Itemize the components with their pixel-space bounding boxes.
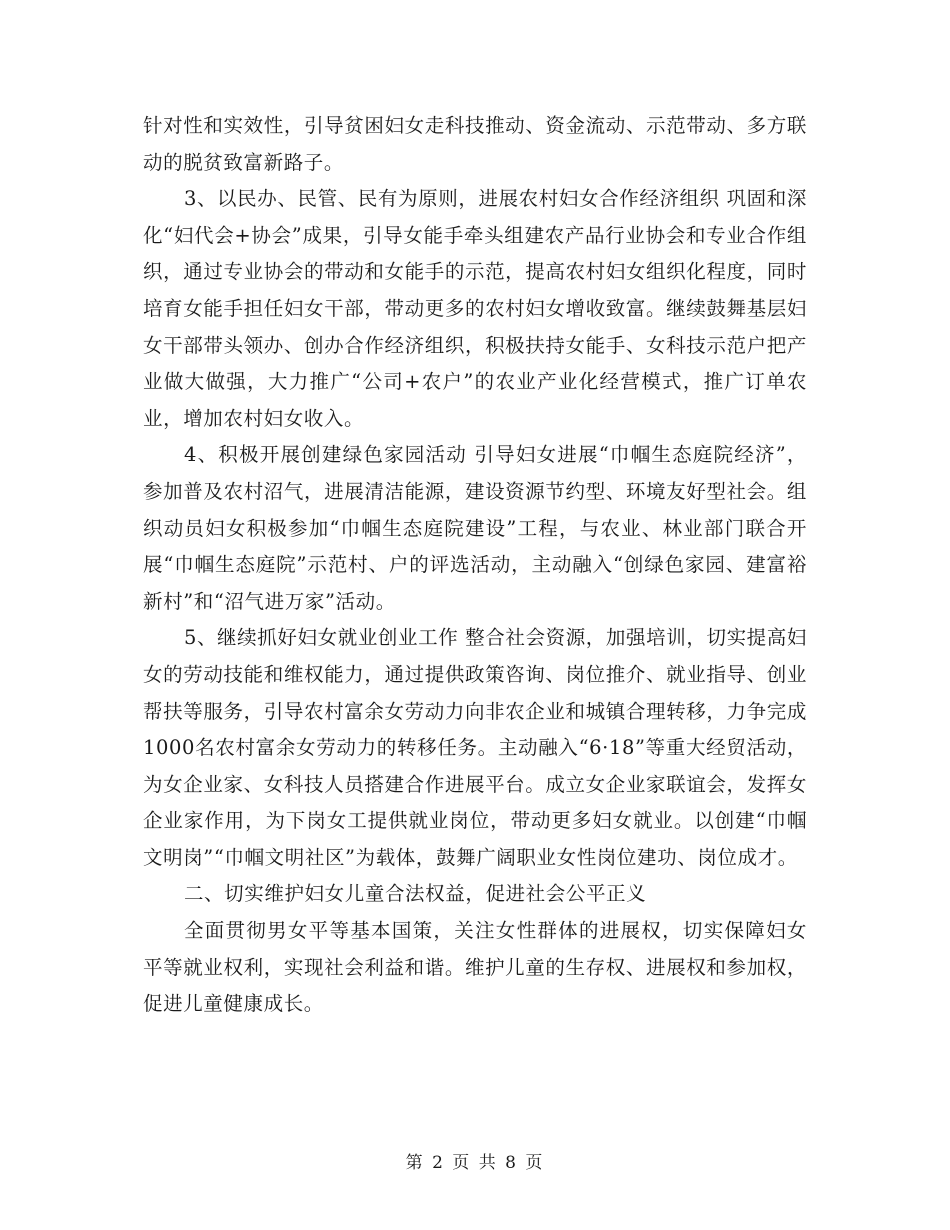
section-heading: 二、切实维护妇女儿童合法权益，促进社会公平正义 bbox=[183, 882, 647, 906]
paragraph-2: 3、以民办、民管、民有为原则，进展农村妇女合作经济组织 巩固和深化“妇代会+协会”成果，引导女能手牵头组建农产品行业协会和专业合作组织，通过专业协会的带动和女能手的示范，提高农村妇女组织化程度，同时培育女能手担任妇女干部，带动更多的农村妇女增收致富。继续鼓舞基层妇女干部带头领办、创办合作经济组织，积极扶持女能手、女科技示范户把产业做大做强，大力推广“公司+农户”的农业产业化经营模式，推广订单农业，增加农村妇女收入。 bbox=[143, 187, 807, 430]
paragraph-1: 针对性和实效性，引导贫困妇女走科技推动、资金流动、示范带动、多方联动的脱贫致富新路子。 bbox=[143, 114, 807, 174]
page-number-footer: 第 2 页 共 8 页 bbox=[405, 1153, 545, 1173]
paragraph-4: 5、继续抓好妇女就业创业工作 整合社会资源，加强培训，切实提高妇女的劳动技能和维权能力，通过提供政策咨询、岗位推介、就业指导、创业帮扶等服务，引导农村富余女劳动力向非农企业和城镇合理转移，力争完成1000名农村富余女劳动力的转移任务。主动融入“6·18”等重大经贸活动，为女企业家、女科技人员搭建合作进展平台。成立女企业家联谊会，发挥女企业家作用，为下岗女工提供就业岗位，带动更多妇女就业。以创建“巾帼文明岗”“巾帼文明社区”为载体，鼓舞广阔职业女性岗位建功、岗位成才。 bbox=[143, 626, 807, 869]
paragraph-5: 全面贯彻男女平等基本国策，关注女性群体的进展权，切实保障妇女平等就业权利，实现社会利益和谐。维护儿童的生存权、进展权和参加权，促进儿童健康成长。 bbox=[143, 919, 807, 1016]
document-body bbox=[143, 108, 807, 1023]
paragraph-3: 4、积极开展创建绿色家园活动 引导妇女进展“巾帼生态庭院经济”，参加普及农村沼气，进展清洁能源，建设资源节约型、环境友好型社会。组织动员妇女积极参加“巾帼生态庭院建设”工程，与农业、林业部门联合开展“巾帼生态庭院”示范村、户的评选活动，主动融入“创绿色家园、建富裕新村”和“沼气进万家”活动。 bbox=[143, 443, 807, 613]
